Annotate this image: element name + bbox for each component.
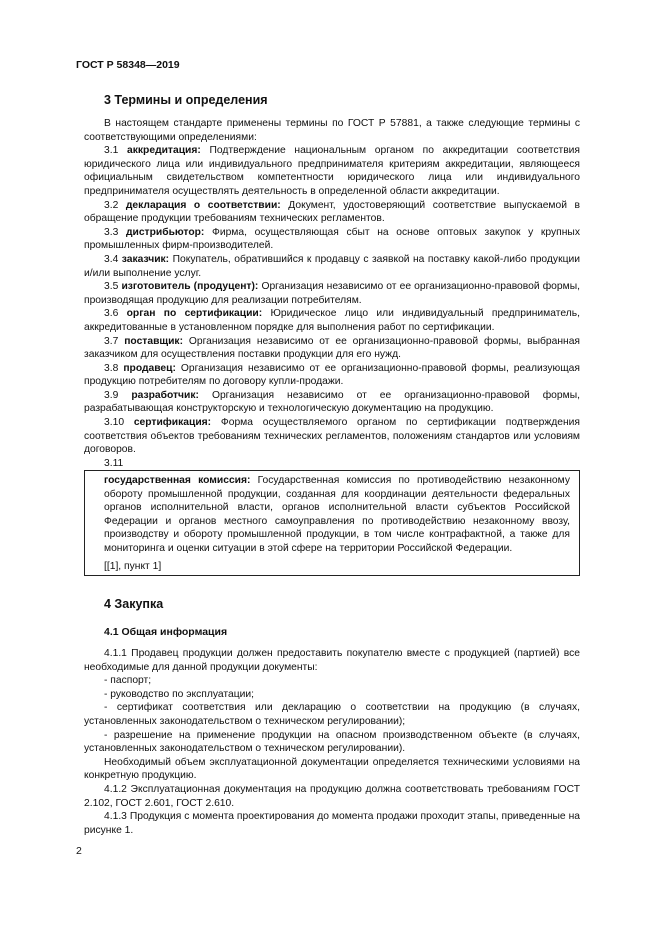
term-number: 3.2 xyxy=(104,199,119,211)
term-definition xyxy=(84,389,580,416)
term-definition xyxy=(84,335,580,362)
term-definition xyxy=(84,362,580,389)
term-text: Организация независимо от ее организационно-правовой формы, производящая продукцию для реализации потребителям. xyxy=(84,281,580,306)
section-3-body xyxy=(84,117,580,470)
term-text: Организация независимо от ее организационно-правовой формы, выбранная заказчиком для осуществления поставки продукции для его нужд. xyxy=(84,335,580,361)
list-item-manual: - руководство по эксплуатации; xyxy=(104,688,254,700)
para-documentation-scope: Необходимый объем эксплуатационной документации определяется техническими условиями на конкретную продукцию. xyxy=(84,756,580,782)
term-3-11-definition xyxy=(104,474,570,556)
document-id-header: ГОСТ Р 58348—2019 xyxy=(76,59,180,71)
term-number: 3.1 xyxy=(104,145,119,157)
term-name: дистрибьютор: xyxy=(125,226,205,238)
section-4-1-title: 4.1 Общая информация xyxy=(104,626,228,638)
term-text: Юридическое лицо или индивидуальный предприниматель, аккредитованные в установленном порядке для выполнения работ по сертификации. xyxy=(84,308,580,333)
term-3-11-number: 3.11 xyxy=(104,457,124,469)
term-definition xyxy=(84,253,580,280)
term-name: продавец: xyxy=(123,362,176,374)
section-3-intro: В настоящем стандарте применены термины по ГОСТ Р 57881, а также следующие термины с соответствующими определениями: xyxy=(84,118,580,143)
list-item-certificate: - сертификат соответствия или декларацию о соответствии на продукцию (в случаях, установленных законодательством о техническом регулировании); xyxy=(84,702,580,727)
term-definition xyxy=(84,280,580,307)
list-item-permission: - разрешение на применение продукции на опасном производственном объекте (в случаях, установленных законодательством о техническом регулировании). xyxy=(84,729,580,755)
term-text: Документ, удостоверяющий соответствие выпускаемой в обращение продукции требованиям технических регламентов. xyxy=(84,199,580,225)
term-definition xyxy=(84,307,580,334)
para-4-1-2: 4.1.2 Эксплуатационная документация на продукцию должна соответствовать требованиям ГОСТ 2.102, ГОСТ 2.601, ГОСТ 2.610. xyxy=(84,783,580,809)
section-3-title: 3 Термины и определения xyxy=(104,93,268,107)
term-number: 3.9 xyxy=(104,389,119,401)
section-4-title: 4 Закупка xyxy=(104,597,164,611)
list-item-passport: - паспорт; xyxy=(104,675,152,687)
term-3-11-text: Государственная комиссия по противодействию незаконному обороту промышленной продукции, созданная для координации деятельности федеральных органов исполнительной власти, органов исполнительной власти субъектов Российской Федерации и органов местного самоуправления по противодействию незаконному ввозу, производству и обороту промышленной продукции, в том числе контрафактной, а также для мониторинга и оценки ситуации в этой сфере на территории Российской Федерации. xyxy=(104,475,570,554)
term-number: 3.7 xyxy=(104,335,119,347)
term-name: разработчик: xyxy=(131,389,199,401)
term-3-11-name: государственная комиссия: xyxy=(104,475,251,486)
term-name: заказчик: xyxy=(121,253,170,265)
term-name: изготовитель (продуцент): xyxy=(121,281,259,293)
para-4-1-3: 4.1.3 Продукция с момента проектирования до момента продажи проходит этапы, приведенные на рисунке 1. xyxy=(84,811,580,836)
term-number: 3.8 xyxy=(104,362,119,374)
term-definition xyxy=(84,226,580,253)
term-definition xyxy=(84,416,580,457)
term-number: 3.10 xyxy=(104,417,125,429)
term-name: аккредитация: xyxy=(127,145,201,157)
term-number: 3.5 xyxy=(104,281,119,293)
term-3-11-source: [[1], пункт 1] xyxy=(104,560,162,572)
term-name: орган по сертификации: xyxy=(126,308,263,320)
term-text: Покупатель, обратившийся к продавцу с заявкой на поставку какой-либо продукции и/или выполнение услуг. xyxy=(84,253,580,279)
para-4-1-1: 4.1.1 Продавец продукции должен предоставить покупателю вместе с продукцией (партией) все необходимые для данной продукции документы: xyxy=(84,648,580,673)
term-name: декларация о соответствии: xyxy=(125,199,281,211)
term-3-11-content xyxy=(104,474,570,573)
term-text: Организация независимо от ее организационно-правовой формы, реализующая продукцию потребителям по договору купли-продажи. xyxy=(84,362,580,388)
section-4-body xyxy=(84,647,580,837)
terms-list xyxy=(84,144,580,457)
term-text: Фирма, осуществляющая сбыт на основе оптовых закупок у крупных промышленных фирм-производителей. xyxy=(84,226,580,252)
term-number: 3.4 xyxy=(104,253,119,265)
term-definition xyxy=(84,199,580,226)
term-name: сертификация: xyxy=(133,417,212,429)
page-number: 2 xyxy=(76,845,82,857)
term-number: 3.6 xyxy=(104,308,119,320)
term-text: Форма осуществляемого органом по сертификации подтверждения соответствия объектов требованиям технических регламентов, положениям стандартов или условиям договоров. xyxy=(84,417,580,456)
term-name: поставщик: xyxy=(124,335,184,347)
term-number: 3.3 xyxy=(104,226,119,238)
term-definition xyxy=(84,144,580,198)
term-text: Организация независимо от ее организационно-правовой формы, разрабатывающая конструкторскую и технологическую документацию на продукцию. xyxy=(84,389,580,415)
term-text: Подтверждение национальным органом по аккредитации соответствия юридического лица или индивидуального предпринимателя критериям аккредитации, являющееся официальным свидетельством компетентности юридического лица или индивидуального предпринимателя осуществлять деятельность в определенной области аккредитации. xyxy=(84,145,580,197)
